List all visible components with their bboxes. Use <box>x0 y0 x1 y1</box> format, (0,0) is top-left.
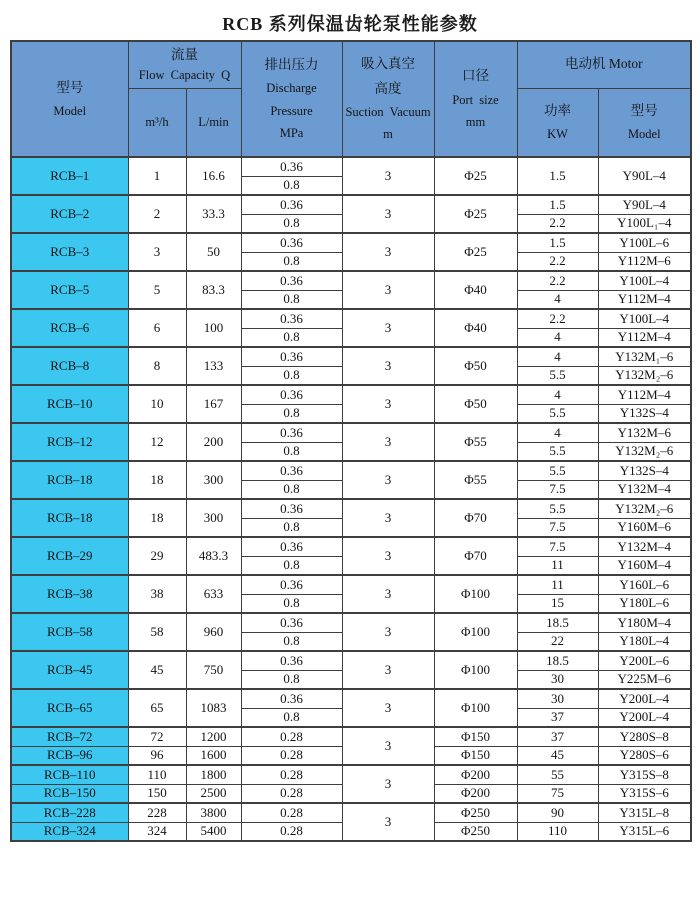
vacuum-cell: 3 <box>342 499 434 537</box>
motor-model-cell: Y315L–6 <box>598 822 691 841</box>
flow-lmin-cell: 3800 <box>186 803 241 822</box>
model-cell: RCB–2 <box>11 195 128 233</box>
flow-m3h-cell: 10 <box>128 385 186 423</box>
motor-model-cell: Y200L–4 <box>598 708 691 727</box>
motor-kw-cell: 5.5 <box>517 461 598 480</box>
flow-lmin-cell: 750 <box>186 651 241 689</box>
flow-lmin-cell: 300 <box>186 499 241 537</box>
model-cell: RCB–58 <box>11 613 128 651</box>
vacuum-cell: 3 <box>342 385 434 423</box>
motor-model-cell: Y225M–6 <box>598 670 691 689</box>
motor-model-cell: Y132M–6 <box>598 423 691 442</box>
port-cell: Φ55 <box>434 423 517 461</box>
pump-row <box>11 271 691 290</box>
pressure-cell: 0.28 <box>241 803 342 822</box>
header-model-zh: 型号 <box>56 79 84 95</box>
flow-m3h-cell: 58 <box>128 613 186 651</box>
motor-kw-cell: 18.5 <box>517 613 598 632</box>
pressure-cell: 0.28 <box>241 746 342 765</box>
motor-model-cell: Y160M–6 <box>598 518 691 537</box>
motor-model-cell: Y280S–6 <box>598 746 691 765</box>
pump-row <box>11 157 691 176</box>
motor-model-cell: Y100L–4 <box>598 271 691 290</box>
pressure-cell: 0.36 <box>241 499 342 518</box>
flow-lmin-cell: 1600 <box>186 746 241 765</box>
model-cell: RCB–110 <box>11 765 128 784</box>
model-cell: RCB–6 <box>11 309 128 347</box>
flow-lmin-cell: 167 <box>186 385 241 423</box>
pressure-cell: 0.36 <box>241 537 342 556</box>
flow-lmin-cell: 960 <box>186 613 241 651</box>
pressure-cell: 0.36 <box>241 651 342 670</box>
flow-m3h-cell: 29 <box>128 537 186 575</box>
model-cell: RCB–12 <box>11 423 128 461</box>
flow-m3h-cell: 45 <box>128 651 186 689</box>
vacuum-cell: 3 <box>342 309 434 347</box>
header-model <box>11 41 128 157</box>
motor-kw-cell: 22 <box>517 632 598 651</box>
model-cell: RCB–65 <box>11 689 128 727</box>
motor-kw-cell: 2.2 <box>517 309 598 328</box>
motor-kw-cell: 15 <box>517 594 598 613</box>
motor-kw-cell: 4 <box>517 385 598 404</box>
header-motor-model <box>598 88 691 157</box>
pressure-cell: 0.36 <box>241 613 342 632</box>
motor-model-cell: Y315L–8 <box>598 803 691 822</box>
flow-m3h-cell: 72 <box>128 727 186 746</box>
header-flow-zh: 流量 <box>171 46 198 62</box>
table-header <box>11 41 691 157</box>
port-cell: Φ40 <box>434 271 517 309</box>
header-discharge-en2: Pressure <box>270 103 313 118</box>
pressure-cell: 0.8 <box>241 708 342 727</box>
motor-kw-cell: 18.5 <box>517 651 598 670</box>
motor-model-cell: Y180M–4 <box>598 613 691 632</box>
model-cell: RCB–228 <box>11 803 128 822</box>
flow-lmin-cell: 50 <box>186 233 241 271</box>
flow-lmin-cell: 200 <box>186 423 241 461</box>
motor-kw-cell: 1.5 <box>517 195 598 214</box>
port-cell: Φ250 <box>434 803 517 822</box>
pressure-cell: 0.8 <box>241 328 342 347</box>
motor-kw-cell: 37 <box>517 727 598 746</box>
motor-model-cell: Y315S–8 <box>598 765 691 784</box>
header-motor-power-en: KW <box>547 127 568 142</box>
port-cell: Φ250 <box>434 822 517 841</box>
flow-lmin-cell: 1800 <box>186 765 241 784</box>
motor-kw-cell: 1.5 <box>517 233 598 252</box>
pressure-cell: 0.36 <box>241 271 342 290</box>
model-cell: RCB–38 <box>11 575 128 613</box>
flow-m3h-cell: 18 <box>128 499 186 537</box>
flow-lmin-cell: 1083 <box>186 689 241 727</box>
pressure-cell: 0.28 <box>241 727 342 746</box>
model-cell: RCB–18 <box>11 461 128 499</box>
pump-row <box>11 309 691 328</box>
motor-model-cell: Y132S–4 <box>598 404 691 423</box>
pump-row <box>11 727 691 746</box>
model-cell: RCB–3 <box>11 233 128 271</box>
pump-row <box>11 689 691 708</box>
vacuum-cell: 3 <box>342 613 434 651</box>
pump-row <box>11 499 691 518</box>
flow-m3h-cell: 228 <box>128 803 186 822</box>
motor-kw-cell: 4 <box>517 423 598 442</box>
port-cell: Φ40 <box>434 309 517 347</box>
vacuum-cell: 3 <box>342 803 434 841</box>
motor-model-cell: Y112M–4 <box>598 328 691 347</box>
port-cell: Φ100 <box>434 613 517 651</box>
header-suction-zh2: 高度 <box>374 80 402 96</box>
pressure-cell: 0.36 <box>241 233 342 252</box>
header-port-zh: 口径 <box>462 68 490 84</box>
motor-model-cell: Y132M₂–6 <box>598 366 691 385</box>
pump-row <box>11 423 691 442</box>
pump-row <box>11 537 691 556</box>
pressure-cell: 0.8 <box>241 442 342 461</box>
motor-kw-cell: 37 <box>517 708 598 727</box>
motor-model-cell: Y132M₂–6 <box>598 442 691 461</box>
vacuum-cell: 3 <box>342 233 434 271</box>
model-cell: RCB–8 <box>11 347 128 385</box>
pump-row <box>11 575 691 594</box>
pump-row <box>11 233 691 252</box>
motor-model-cell: Y132M–4 <box>598 537 691 556</box>
header-port-unit: mm <box>465 115 486 130</box>
flow-lmin-cell: 100 <box>186 309 241 347</box>
page-title: RCB 系列保温齿轮泵性能参数 <box>222 14 478 34</box>
motor-model-cell: Y100L–6 <box>598 233 691 252</box>
vacuum-cell: 3 <box>342 461 434 499</box>
port-cell: Φ100 <box>434 575 517 613</box>
motor-model-cell: Y100L–4 <box>598 309 691 328</box>
pump-row <box>11 347 691 366</box>
flow-m3h-cell: 18 <box>128 461 186 499</box>
flow-m3h-cell: 1 <box>128 157 186 195</box>
header-suction-unit: m <box>383 127 393 142</box>
pressure-cell: 0.8 <box>241 290 342 309</box>
motor-kw-cell: 45 <box>517 746 598 765</box>
pressure-cell: 0.36 <box>241 423 342 442</box>
pump-row <box>11 765 691 784</box>
motor-model-cell: Y200L–6 <box>598 651 691 670</box>
header-suction-zh1: 吸入真空 <box>361 56 416 72</box>
header-discharge-zh: 排出压力 <box>264 57 319 73</box>
model-cell: RCB–324 <box>11 822 128 841</box>
motor-kw-cell: 5.5 <box>517 366 598 385</box>
flow-m3h-cell: 96 <box>128 746 186 765</box>
motor-kw-cell: 4 <box>517 290 598 309</box>
header-flow-en: Flow Capacity Q <box>138 67 231 82</box>
flow-m3h-cell: 12 <box>128 423 186 461</box>
pump-row <box>11 651 691 670</box>
vacuum-cell: 3 <box>342 727 434 765</box>
port-cell: Φ200 <box>434 784 517 803</box>
motor-kw-cell: 5.5 <box>517 499 598 518</box>
flow-lmin-cell: 1200 <box>186 727 241 746</box>
model-cell: RCB–1 <box>11 157 128 195</box>
motor-model-cell: Y112M–4 <box>598 290 691 309</box>
port-cell: Φ25 <box>434 195 517 233</box>
model-cell: RCB–72 <box>11 727 128 746</box>
motor-model-cell: Y160L–6 <box>598 575 691 594</box>
flow-lmin-cell: 483.3 <box>186 537 241 575</box>
motor-kw-cell: 30 <box>517 689 598 708</box>
pressure-cell: 0.36 <box>241 461 342 480</box>
port-cell: Φ25 <box>434 157 517 195</box>
motor-kw-cell: 7.5 <box>517 537 598 556</box>
model-cell: RCB–96 <box>11 746 128 765</box>
pressure-cell: 0.36 <box>241 385 342 404</box>
flow-lmin-cell: 633 <box>186 575 241 613</box>
motor-model-cell: Y132M₁–6 <box>598 347 691 366</box>
pressure-cell: 0.8 <box>241 594 342 613</box>
pressure-cell: 0.8 <box>241 480 342 499</box>
pressure-cell: 0.8 <box>241 252 342 271</box>
header-motor-power-zh: 功率 <box>544 102 572 118</box>
motor-kw-cell: 7.5 <box>517 480 598 499</box>
pressure-cell: 0.36 <box>241 575 342 594</box>
motor-model-cell: Y160M–4 <box>598 556 691 575</box>
vacuum-cell: 3 <box>342 157 434 195</box>
header-suction-vacuum <box>342 41 434 157</box>
motor-kw-cell: 55 <box>517 765 598 784</box>
header-discharge-pressure <box>241 41 342 157</box>
flow-lmin-cell: 33.3 <box>186 195 241 233</box>
motor-model-cell: Y132M–4 <box>598 480 691 499</box>
header-motor-model-en: Model <box>627 127 661 142</box>
port-cell: Φ100 <box>434 651 517 689</box>
port-cell: Φ25 <box>434 233 517 271</box>
model-cell: RCB–5 <box>11 271 128 309</box>
model-cell: RCB–29 <box>11 537 128 575</box>
header-motor-group <box>517 41 691 88</box>
pump-row <box>11 461 691 480</box>
motor-kw-cell: 90 <box>517 803 598 822</box>
performance-table <box>10 40 692 842</box>
header-flow-m3h-label: m³/h <box>145 114 169 129</box>
header-port-en: Port size <box>452 92 499 107</box>
vacuum-cell: 3 <box>342 195 434 233</box>
model-cell: RCB–150 <box>11 784 128 803</box>
table-body <box>11 157 691 841</box>
motor-model-cell: Y100L₁–4 <box>598 214 691 233</box>
motor-model-cell: Y180L–4 <box>598 632 691 651</box>
port-cell: Φ200 <box>434 765 517 784</box>
pressure-cell: 0.36 <box>241 309 342 328</box>
vacuum-cell: 3 <box>342 537 434 575</box>
flow-lmin-cell: 16.6 <box>186 157 241 195</box>
motor-kw-cell: 2.2 <box>517 271 598 290</box>
motor-kw-cell: 1.5 <box>517 157 598 195</box>
motor-model-cell: Y315S–6 <box>598 784 691 803</box>
motor-model-cell: Y112M–4 <box>598 385 691 404</box>
flow-lmin-cell: 83.3 <box>186 271 241 309</box>
motor-kw-cell: 7.5 <box>517 518 598 537</box>
flow-m3h-cell: 6 <box>128 309 186 347</box>
pressure-cell: 0.28 <box>241 822 342 841</box>
motor-kw-cell: 5.5 <box>517 404 598 423</box>
pressure-cell: 0.28 <box>241 784 342 803</box>
model-cell: RCB–18 <box>11 499 128 537</box>
vacuum-cell: 3 <box>342 689 434 727</box>
pressure-cell: 0.8 <box>241 404 342 423</box>
header-motor-title: 电动机 Motor <box>564 56 643 72</box>
motor-kw-cell: 110 <box>517 822 598 841</box>
port-cell: Φ70 <box>434 499 517 537</box>
pressure-cell: 0.36 <box>241 689 342 708</box>
port-cell: Φ150 <box>434 746 517 765</box>
pump-row <box>11 803 691 822</box>
header-port-size <box>434 41 517 157</box>
flow-lmin-cell: 133 <box>186 347 241 385</box>
vacuum-cell: 3 <box>342 347 434 385</box>
header-motor-model-zh: 型号 <box>630 102 658 118</box>
pressure-cell: 0.36 <box>241 347 342 366</box>
motor-kw-cell: 2.2 <box>517 214 598 233</box>
model-cell: RCB–45 <box>11 651 128 689</box>
motor-model-cell: Y200L–4 <box>598 689 691 708</box>
pump-row <box>11 385 691 404</box>
vacuum-cell: 3 <box>342 271 434 309</box>
header-discharge-unit: MPa <box>279 126 304 141</box>
pressure-cell: 0.36 <box>241 157 342 176</box>
motor-model-cell: Y280S–8 <box>598 727 691 746</box>
port-cell: Φ50 <box>434 347 517 385</box>
flow-lmin-cell: 2500 <box>186 784 241 803</box>
flow-m3h-cell: 2 <box>128 195 186 233</box>
header-model-en: Model <box>53 103 87 118</box>
port-cell: Φ100 <box>434 689 517 727</box>
pressure-cell: 0.8 <box>241 518 342 537</box>
motor-model-cell: Y180L–6 <box>598 594 691 613</box>
flow-m3h-cell: 38 <box>128 575 186 613</box>
flow-m3h-cell: 65 <box>128 689 186 727</box>
flow-lmin-cell: 5400 <box>186 822 241 841</box>
motor-kw-cell: 2.2 <box>517 252 598 271</box>
pressure-cell: 0.36 <box>241 195 342 214</box>
pressure-cell: 0.8 <box>241 176 342 195</box>
header-suction-en: Suction Vacuum <box>345 104 431 119</box>
motor-kw-cell: 5.5 <box>517 442 598 461</box>
pressure-cell: 0.8 <box>241 556 342 575</box>
header-flow-lmin <box>186 88 241 157</box>
motor-kw-cell: 30 <box>517 670 598 689</box>
flow-m3h-cell: 150 <box>128 784 186 803</box>
motor-kw-cell: 11 <box>517 575 598 594</box>
pressure-cell: 0.8 <box>241 632 342 651</box>
port-cell: Φ150 <box>434 727 517 746</box>
vacuum-cell: 3 <box>342 765 434 803</box>
model-cell: RCB–10 <box>11 385 128 423</box>
motor-kw-cell: 75 <box>517 784 598 803</box>
flow-m3h-cell: 8 <box>128 347 186 385</box>
motor-model-cell: Y90L–4 <box>598 195 691 214</box>
pump-row <box>11 613 691 632</box>
motor-kw-cell: 11 <box>517 556 598 575</box>
pressure-cell: 0.8 <box>241 366 342 385</box>
flow-m3h-cell: 3 <box>128 233 186 271</box>
port-cell: Φ70 <box>434 537 517 575</box>
pump-row <box>11 195 691 214</box>
motor-model-cell: Y112M–6 <box>598 252 691 271</box>
header-flow-lmin-label: L/min <box>198 114 229 129</box>
header-flow <box>128 41 241 88</box>
pressure-cell: 0.8 <box>241 670 342 689</box>
header-flow-m3h <box>128 88 186 157</box>
motor-model-cell: Y132S–4 <box>598 461 691 480</box>
pressure-cell: 0.8 <box>241 214 342 233</box>
vacuum-cell: 3 <box>342 575 434 613</box>
motor-model-cell: Y90L–4 <box>598 157 691 195</box>
port-cell: Φ50 <box>434 385 517 423</box>
flow-lmin-cell: 300 <box>186 461 241 499</box>
motor-kw-cell: 4 <box>517 347 598 366</box>
header-motor-power <box>517 88 598 157</box>
vacuum-cell: 3 <box>342 423 434 461</box>
vacuum-cell: 3 <box>342 651 434 689</box>
header-discharge-en1: Discharge <box>266 81 317 96</box>
flow-m3h-cell: 110 <box>128 765 186 784</box>
port-cell: Φ55 <box>434 461 517 499</box>
flow-m3h-cell: 324 <box>128 822 186 841</box>
pressure-cell: 0.28 <box>241 765 342 784</box>
flow-m3h-cell: 5 <box>128 271 186 309</box>
motor-kw-cell: 4 <box>517 328 598 347</box>
motor-model-cell: Y132M₂–6 <box>598 499 691 518</box>
